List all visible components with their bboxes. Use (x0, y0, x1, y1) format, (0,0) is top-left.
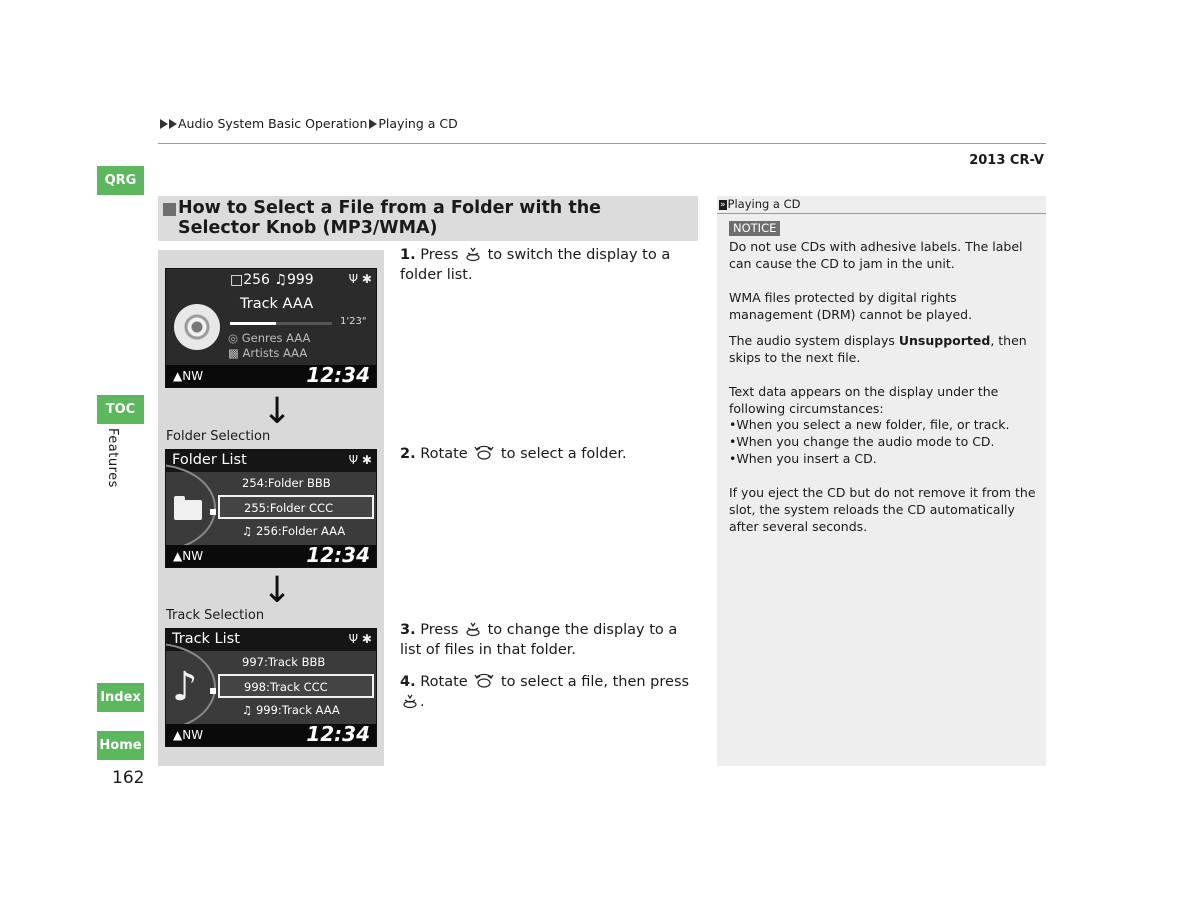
folder-list-title: Folder List (172, 452, 247, 468)
list-item-selected[interactable]: 255:Folder CCC (218, 495, 374, 519)
display-header (166, 629, 376, 651)
compass-heading: ▲NW (173, 549, 204, 563)
list-item: • When you insert a CD. (729, 450, 1039, 467)
step-text: . (420, 693, 425, 710)
music-note-icon: ♪ (172, 664, 198, 710)
clock: 12:34 (306, 363, 370, 387)
cd-icon (174, 304, 220, 350)
arrow-icon (169, 119, 177, 129)
step-4 (400, 671, 700, 712)
arrow-icon (369, 119, 377, 129)
folder-icon (174, 500, 202, 520)
list-item-selected[interactable]: 998:Track CCC (218, 674, 374, 698)
step-text: Press (420, 247, 459, 263)
notice-text: Do not use CDs with adhesive labels. The label can cause the CD to jam in the unit. (729, 239, 1023, 271)
step-3 (400, 621, 700, 660)
press-knob-icon (465, 621, 481, 637)
breadcrumb (160, 116, 458, 131)
drm-note: WMA files protected by digital rights management (DRM) cannot be played. (729, 290, 973, 322)
folder-track-count: □256 ♫999 (230, 272, 314, 288)
step-text: to switch the display to a folder list. (400, 247, 671, 283)
clock: 12:34 (306, 543, 370, 567)
double-arrow-icon: » (720, 200, 726, 210)
header-divider (158, 143, 1046, 144)
step-number: 3. (400, 622, 416, 638)
tab-home[interactable]: Home (97, 731, 144, 760)
arrow-icon (160, 119, 168, 129)
unsupported-term: Unsupported (898, 333, 991, 348)
artist-label: ▩ Artists AAA (228, 346, 308, 360)
compass-heading: ▲NW (173, 728, 204, 742)
model-label: 2013 CR-V (969, 153, 1044, 168)
rotate-knob-icon (474, 443, 494, 461)
selection-marker-icon (210, 688, 216, 694)
list-item: • When you select a new folder, file, or track. (729, 416, 1039, 433)
track-selection-caption: Track Selection (166, 608, 265, 623)
tab-qrg[interactable]: QRG (97, 166, 144, 195)
step-number: 2. (400, 446, 416, 462)
circumstance-list (729, 416, 1039, 467)
audio-display-folder-list (165, 449, 377, 568)
progress-bar (230, 322, 332, 325)
step-number: 4. (400, 674, 416, 690)
down-arrow-icon: ↓ (262, 391, 293, 432)
step-text: Press (420, 622, 459, 638)
step-text: to change the display to a list of files in that folder. (400, 622, 678, 658)
tab-index[interactable]: Index (97, 683, 144, 712)
sidebar-header-text[interactable]: Playing a CD (727, 197, 801, 211)
page-number: 162 (112, 768, 145, 788)
step-text: Rotate (420, 446, 468, 462)
breadcrumb-link-playing-cd[interactable]: Playing a CD (378, 116, 458, 131)
tab-toc[interactable]: TOC (97, 395, 144, 424)
track-title: Track AAA (240, 296, 314, 312)
compass-heading: ▲NW (173, 369, 204, 383)
list-item[interactable]: 254:Folder BBB (242, 476, 331, 490)
unsupported-note: The audio system displays Unsupported, then skips to the next file. (729, 333, 1027, 365)
breadcrumb-link-audio[interactable]: Audio System Basic Operation (178, 116, 368, 131)
notice-badge: NOTICE (729, 221, 780, 236)
usb-bluetooth-icon: Ψ ✱ (348, 632, 372, 646)
step-number: 1. (400, 247, 416, 263)
sidebar-header (717, 196, 1046, 214)
press-knob-icon (402, 693, 418, 709)
list-item[interactable]: 997:Track BBB (242, 655, 326, 669)
status-bar (166, 545, 376, 567)
heading-marker-icon (163, 203, 176, 216)
list-item: • When you change the audio mode to CD. (729, 433, 1039, 450)
text-data-note: Text data appears on the display under the following circumstances: (729, 384, 999, 416)
step-text: to select a file, then press (500, 674, 690, 690)
step-1 (400, 246, 700, 285)
track-time: 1'23" (340, 316, 367, 327)
section-heading (158, 196, 698, 241)
list-item[interactable]: ♫ 999:Track AAA (242, 703, 340, 717)
section-label: Features (105, 428, 120, 488)
sidebar-notes (717, 196, 1046, 766)
section-heading-text: How to Select a File from a Folder with the Selector Knob (MP3/WMA) (178, 198, 602, 238)
eject-note: If you eject the CD but do not remove it from the slot, the system reloads the CD automatically after several seconds. (729, 485, 1036, 534)
usb-bluetooth-icon: Ψ ✱ (348, 453, 372, 467)
folder-selection-caption: Folder Selection (166, 429, 271, 444)
step-text: Rotate (420, 674, 468, 690)
step-text: to select a folder. (500, 446, 627, 462)
down-arrow-icon: ↓ (262, 570, 293, 611)
rotate-knob-icon (474, 671, 494, 689)
status-bar (166, 365, 376, 387)
selection-marker-icon (210, 509, 216, 515)
audio-display-track-list (165, 628, 377, 747)
display-header (166, 450, 376, 472)
usb-bluetooth-icon: Ψ ✱ (348, 272, 372, 286)
track-list-title: Track List (172, 631, 240, 647)
progress-fill (230, 322, 276, 325)
genre-label: ◎ Genres AAA (228, 331, 311, 345)
list-item[interactable]: ♫ 256:Folder AAA (242, 524, 346, 538)
status-bar (166, 724, 376, 746)
clock: 12:34 (306, 722, 370, 746)
audio-display-playing (165, 268, 377, 388)
press-knob-icon (465, 246, 481, 262)
step-2 (400, 443, 700, 465)
